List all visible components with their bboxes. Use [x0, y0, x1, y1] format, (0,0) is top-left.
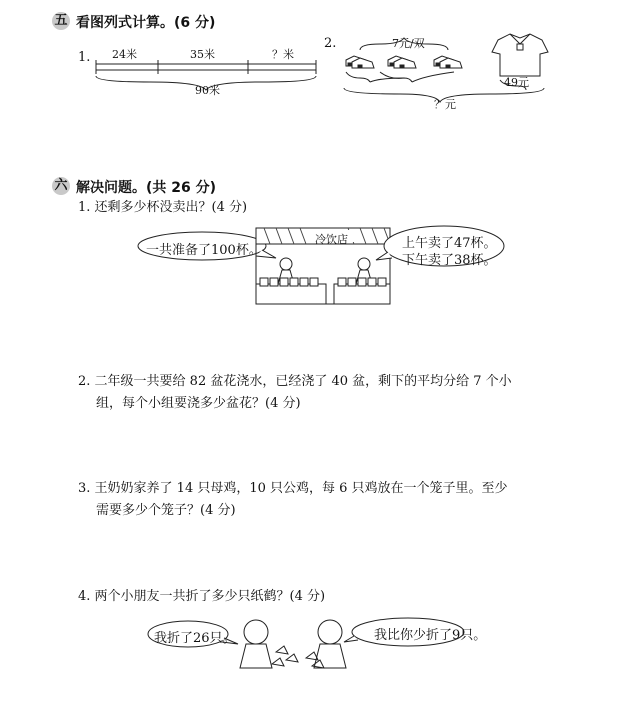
section-5-title: 看图列式计算。(6 分) — [76, 15, 216, 31]
question-3-line-1: 3. 王奶奶家养了 14 只母鸡，10 只公鸡，每 6 只鸡放在一个笼子里。至少 — [78, 481, 508, 496]
problem-2-number: 2. — [324, 36, 337, 51]
problem-1-number: 1. — [78, 50, 91, 65]
counter-left — [256, 284, 326, 304]
question-3-line-2: 需要多少个笼子？(4 分) — [96, 503, 236, 518]
question-2-line-2: 组，每个小组要浇多少盆花？(4 分) — [96, 396, 301, 411]
bubble-right-text-1: 上午卖了47杯。 — [402, 236, 497, 251]
segment-total: 90米 — [195, 84, 220, 97]
section-6-title: 解决问题。(共 26 分) — [76, 180, 217, 196]
shoe-pair-icon — [388, 56, 416, 68]
section-6-badge: 六 — [52, 177, 70, 195]
shirt-icon — [492, 34, 548, 76]
shirt-price-label: 49元 — [504, 76, 529, 89]
bubble-left-text: 一共准备了100杯。 — [146, 243, 262, 258]
shop-sign: 冷饮店 — [315, 233, 348, 246]
segment-label-3: ？米 — [272, 48, 294, 61]
total-price-label: ？元 — [434, 98, 456, 111]
bubble-left-text: 我折了26只。 — [154, 631, 236, 646]
counter-right — [334, 284, 390, 304]
cups-right — [338, 278, 386, 286]
question-4-text: 4. 两个小朋友一共折了多少只纸鹤？(4 分) — [78, 589, 326, 604]
section-5-badge: 五 — [52, 12, 70, 30]
question-1-text: 1. 还剩多少杯没卖出？(4 分) — [78, 200, 248, 215]
unit-price-label: 7元/双 — [392, 37, 425, 50]
shoe-pair-icon — [346, 56, 374, 68]
boy-icon — [240, 620, 272, 668]
segment-label-1: 24米 — [112, 48, 137, 61]
segment-label-2: 35米 — [190, 48, 215, 61]
bubble-right-text-2: 下午卖了38杯。 — [402, 253, 497, 268]
bubble-right-text: 我比你少折了9只。 — [374, 628, 487, 643]
question-2-line-1: 2. 二年级一共要给 82 盆花浇水，已经浇了 40 盆，剩下的平均分给 7 个小 — [78, 374, 512, 389]
shoe-pair-icon — [434, 56, 462, 68]
paper-cranes-left-icon — [272, 646, 298, 666]
